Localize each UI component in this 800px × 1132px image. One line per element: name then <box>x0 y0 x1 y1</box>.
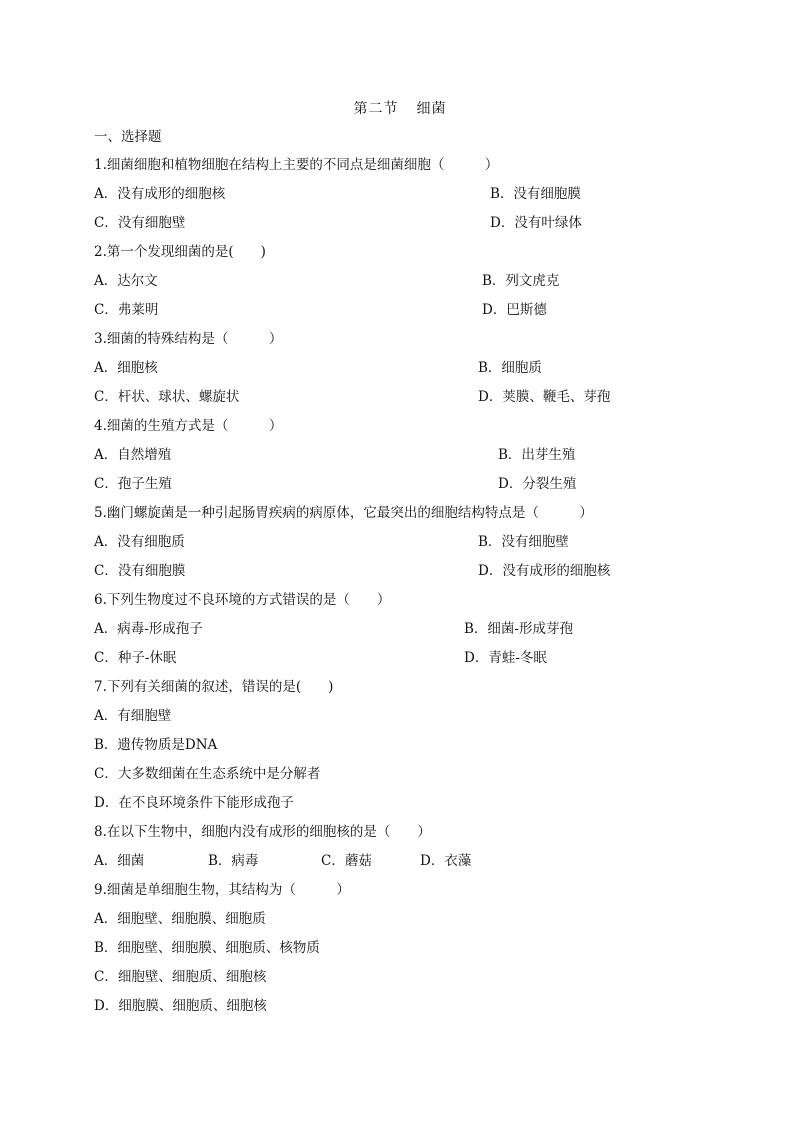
question-stem: 4.细菌的生殖方式是（ ） <box>94 418 283 434</box>
page-title <box>0 98 800 118</box>
question-stem: 9.细菌是单细胞生物，其结构为（ ） <box>94 882 350 898</box>
question-stem: 6.下列生物度过不良环境的方式错误的是（ ） <box>94 592 391 608</box>
option-d: D．衣藻 <box>420 853 472 869</box>
option-a: A．没有成形的细胞核 <box>94 186 226 202</box>
option-d: D．分裂生殖 <box>498 476 577 492</box>
option-d: D．青蛙-冬眠 <box>464 650 547 666</box>
option-c: C．杆状、球状、螺旋状 <box>94 389 240 405</box>
option-c: C．弗莱明 <box>94 302 159 318</box>
option-b: B．细胞质 <box>478 360 542 376</box>
option-b: B．列文虎克 <box>482 273 560 289</box>
title-section-number: 第二节 <box>353 101 399 117</box>
option-a: A．没有细胞质 <box>94 534 185 550</box>
option-c: C．没有细胞壁 <box>94 215 186 231</box>
section-heading: 一、选择题 <box>94 129 162 145</box>
option-d: D．没有叶绿体 <box>490 215 582 231</box>
option-a: A．病毒-形成孢子 <box>94 621 203 637</box>
option-c: C．种子-休眠 <box>94 650 177 666</box>
option-b: B．细胞壁、细胞膜、细胞质、核物质 <box>94 940 320 956</box>
option-c: C．没有细胞膜 <box>94 563 186 579</box>
option-c: C．细胞壁、细胞质、细胞核 <box>94 969 267 985</box>
option-d: D．在不良环境条件下能形成孢子 <box>94 795 294 811</box>
option-a: A．达尔文 <box>94 273 158 289</box>
option-d: D．细胞膜、细胞质、细胞核 <box>94 998 267 1014</box>
option-a: A．有细胞壁 <box>94 708 172 724</box>
question-stem: 5.幽门螺旋菌是一种引起肠胃疾病的病原体，它最突出的细胞结构特点是（ ） <box>94 505 593 521</box>
question-stem: 1.细菌细胞和植物细胞在结构上主要的不同点是细菌细胞（ ） <box>94 157 499 173</box>
option-a: A．自然增殖 <box>94 447 172 463</box>
title-topic: 细菌 <box>416 101 447 117</box>
question-stem: 3.细菌的特殊结构是（ ） <box>94 331 283 347</box>
question-stem: 2.第一个发现细菌的是( ) <box>94 244 266 260</box>
option-d: D．巴斯德 <box>482 302 547 318</box>
question-stem: 7.下列有关细菌的叙述，错误的是( ) <box>94 679 334 695</box>
option-b: B．没有细胞壁 <box>478 534 569 550</box>
option-c: C．蘑菇 <box>321 853 372 869</box>
option-a: A．细胞核 <box>94 360 158 376</box>
option-b: B．没有细胞膜 <box>490 186 581 202</box>
option-a: A．细胞壁、细胞膜、细胞质 <box>94 911 266 927</box>
option-c: C．孢子生殖 <box>94 476 172 492</box>
question-stem: 8.在以下生物中，细胞内没有成形的细胞核的是（ ） <box>94 824 431 840</box>
option-b: B．病毒 <box>208 853 259 869</box>
option-b: B．出芽生殖 <box>498 447 576 463</box>
option-c: C．大多数细菌在生态系统中是分解者 <box>94 766 321 782</box>
option-d: D．没有成形的细胞核 <box>478 563 611 579</box>
option-b: B．细菌-形成芽孢 <box>464 621 573 637</box>
option-b: B．遗传物质是DNA <box>94 737 218 753</box>
option-a: A．细菌 <box>94 853 145 869</box>
option-d: D．荚膜、鞭毛、芽孢 <box>478 389 611 405</box>
